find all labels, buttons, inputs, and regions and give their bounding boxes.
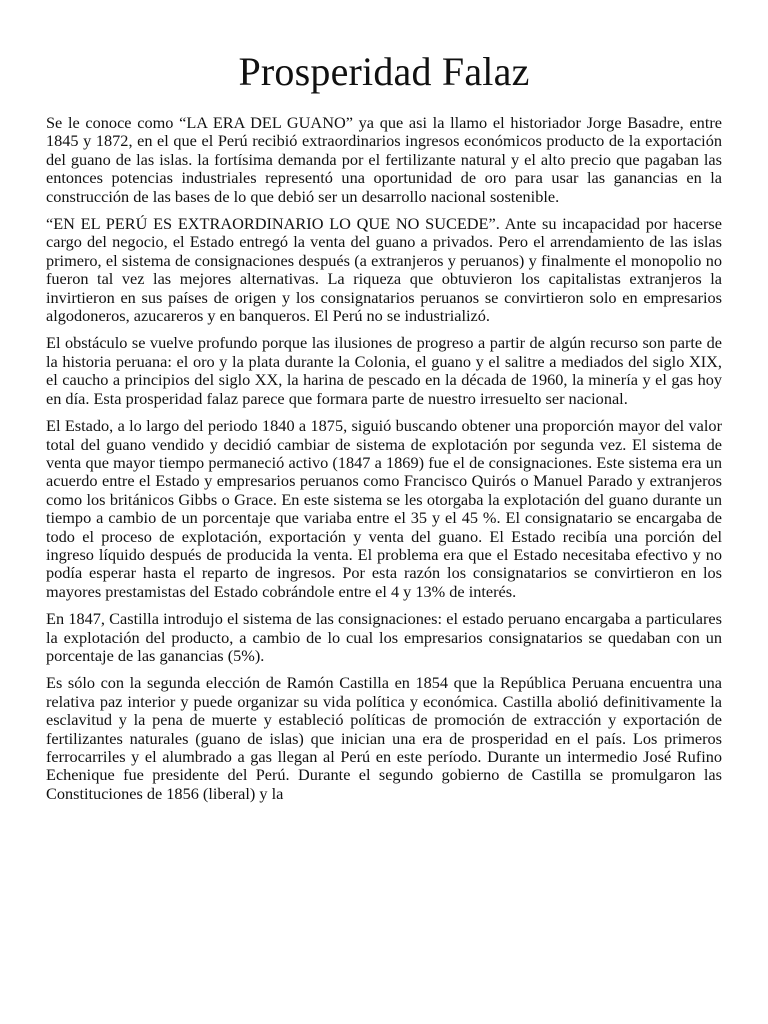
paragraph-extraordinario: “EN EL PERÚ ES EXTRAORDINARIO LO QUE NO SUCEDE”. Ante su incapacidad por hacerse cargo del negocio, el Estado entregó la venta del guano a privados. Pero el arrendamiento de las islas primero, el sistema de consignaciones después (a extranjeros y peruanos) y finalmente el monopolio no fueron tal vez las mejores alternativas. La riqueza que obtuvieron los capitalistas extranjeros la invirtieron en sus países de origen y los consignatarios peruanos se convirtieron solo en empresarios algodoneros, azucareros y en banqueros. El Perú no se industrializó. [46,214,722,326]
document-title: Prosperidad Falaz [238,49,530,94]
paragraph-estado-consignaciones: El Estado, a lo largo del periodo 1840 a 1875, siguió buscando obtener una proporción mayor del valor total del guano vendido y decidió cambiar de sistema de explotación por segunda vez. El sistema de venta que mayor tiempo permaneció activo (1847 a 1869) fue el de consignaciones. Este sistema era un acuerdo entre el Estado y empresarios peruanos como Francisco Quirós o Manuel Parado y extranjeros como los británicos Gibbs o Grace. En este sistema se les otorgaba la explotación del guano durante un tiempo a cambio de un porcentaje que variaba entre el 35 y el 45 %. El consignatario se encargaba de todo el proceso de explotación, exportación y venta del guano. El Estado recibía una porción del ingreso líquido después de producida la venta. El problema era que el Estado necesitaba efectivo y no podía esperar hasta el reparto de ingresos. Por esta razón los consignatarios se convirtieron en los mayores prestamistas del Estado cobrándole entre el 4 y 13% de interés. [46,416,722,601]
document-page [46,46,722,812]
paragraph-era-del-guano: Se le conoce como “LA ERA DEL GUANO” ya que asi la llamo el historiador Jorge Basadre, entre 1845 y 1872, en el que el Perú recibió extraordinarios ingresos económicos producto de la exportación del guano de las islas. la fortísima demanda por el fertilizante natural y el alto precio que pagaban las entonces potencias industriales representó una oportunidad de oro para usar las ganancias en la construcción de las bases de lo que debió ser un desarrollo nacional sostenible. [46,113,722,206]
paragraph-obstaculo: El obstáculo se vuelve profundo porque las ilusiones de progreso a partir de algún recurso son parte de la historia peruana: el oro y la plata durante la Colonia, el guano y el salitre a mediados del siglo XIX, el caucho a principios del siglo XX, la harina de pescado en la década de 1960, la minería y el gas hoy en día. Esta prosperidad falaz parece que formara parte de nuestro irresuelto ser nacional. [46,333,722,408]
paragraph-castilla-1847: En 1847, Castilla introdujo el sistema de las consignaciones: el estado peruano encargaba a particulares la explotación del producto, a cambio de lo cual los empresarios consignatarios se quedaban con un porcentaje de las ganancias (5%). [46,609,722,665]
paragraph-castilla-1854: Es sólo con la segunda elección de Ramón Castilla en 1854 que la República Peruana encuentra una relativa paz interior y puede organizar su vida política y económica. Castilla abolió definitivamente la esclavitud y la pena de muerte y estableció políticas de promoción de extracción y exportación de fertilizantes naturales (guano de islas) que inician una era de prosperidad en el país. Los primeros ferrocarriles y el alumbrado a gas llegan al Perú en este período. Durante un intermedio José Rufino Echenique fue presidente del Perú. Durante el segundo gobierno de Castilla se promulgaron las Constituciones de 1856 (liberal) y la [46,673,722,803]
